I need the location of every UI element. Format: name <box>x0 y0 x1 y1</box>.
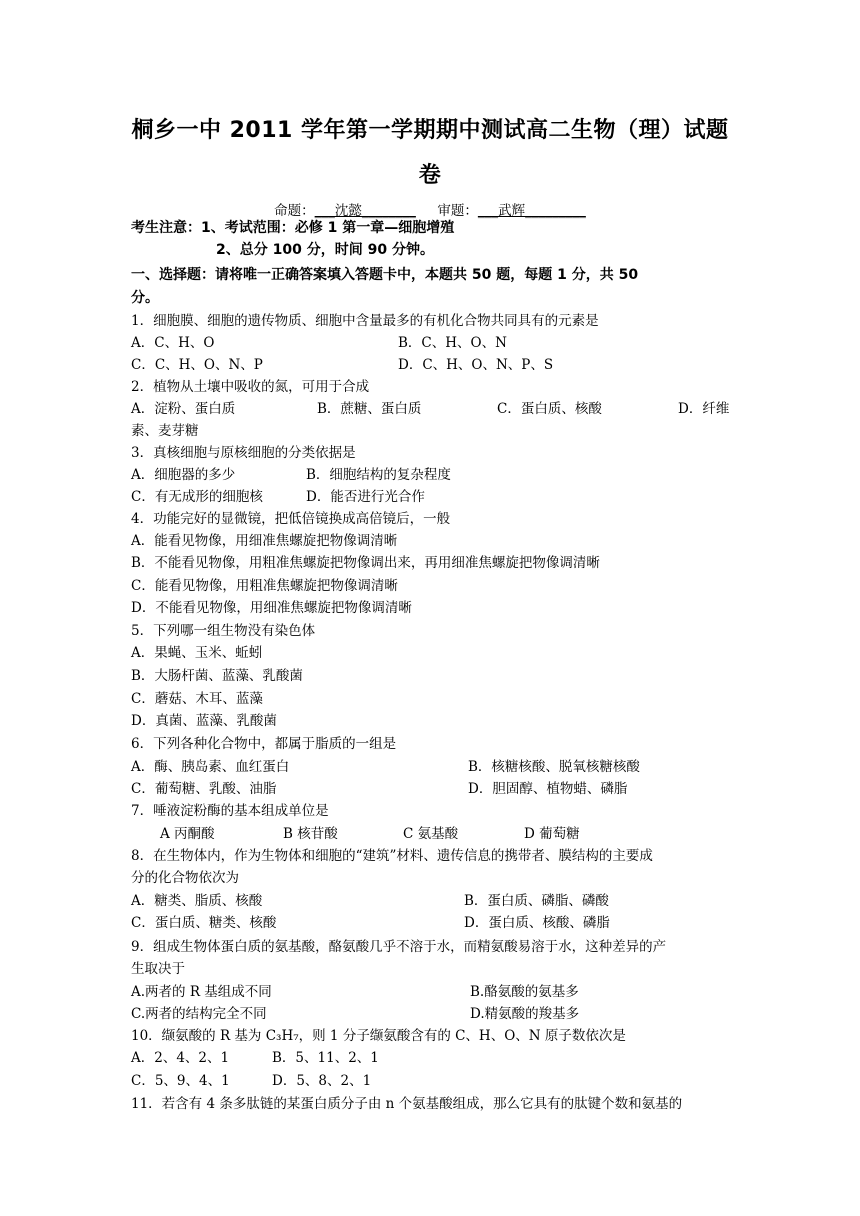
question-2-stem: 2．植物从土壤中吸收的氮，可用于合成 <box>131 379 370 395</box>
q10-option-d: D．5、8、2、1 <box>272 1073 372 1089</box>
q4-option-b: B．不能看见物像，用粗准焦螺旋把物像调出来，再用细准焦螺旋把物像调清晰 <box>131 555 600 571</box>
review-name: ___武辉_________ <box>477 203 586 219</box>
question-9-stem: 9．组成生物体蛋白质的氨基酸，酪氨酸几乎不溶于水，而精氨酸易溶于水，这种差异的产 <box>131 939 667 955</box>
question-8-stem-wrap: 分的化合物依次为 <box>131 870 239 886</box>
section-heading-line2: 分。 <box>131 290 159 306</box>
q6-option-a: A．酶、胰岛素、血红蛋白 <box>131 759 290 775</box>
q3-option-a: A．细胞器的多少 <box>131 467 236 483</box>
q1-option-c: C．C、H、O、N、P <box>131 357 263 373</box>
q5-option-b: B．大肠杆菌、蓝藻、乳酸菌 <box>131 668 303 684</box>
q8-option-a: A．糖类、脂质、核酸 <box>131 893 263 909</box>
q2-option-c: C．蛋白质、核酸 <box>497 401 602 417</box>
q6-option-c: C．葡萄糖、乳酸、油脂 <box>131 781 277 797</box>
q2-option-a: A．淀粉、蛋白质 <box>131 401 236 417</box>
q3-option-b: B．细胞结构的复杂程度 <box>306 467 451 483</box>
q7-option-d: D 葡萄糖 <box>524 826 580 842</box>
q7-option-a: A 丙酮酸 <box>160 826 215 842</box>
notice-line2: 2、总分 100 分，时间 90 分钟。 <box>216 242 434 258</box>
question-8-stem: 8．在生物体内，作为生物体和细胞的“建筑”材料、遗传信息的携带者、膜结构的主要成 <box>131 848 653 864</box>
question-6-stem: 6．下列各种化合物中，都属于脂质的一组是 <box>131 736 397 752</box>
q9-option-c: C.两者的结构完全不同 <box>131 1006 267 1022</box>
q5-option-d: D．真菌、蓝藻、乳酸菌 <box>131 713 277 729</box>
exam-title-line1: 桐乡一中 2011 学年第一学期期中测试高二生物（理）试题 <box>131 118 729 143</box>
q10-option-a: A．2、4、2、1 <box>131 1050 230 1066</box>
question-10-stem: 10．缬氨酸的 R 基为 C₃H₇，则 1 分子缬氨酸含有的 C、H、O、N 原子数依次是 <box>131 1028 626 1044</box>
q6-option-d: D．胆固醇、植物蜡、磷脂 <box>468 781 628 797</box>
q2-option-b: B．蔗糖、蛋白质 <box>317 401 422 417</box>
q10-option-b: B．5、11、2、1 <box>272 1050 379 1066</box>
exam-title-line2: 卷 <box>418 163 442 188</box>
q9-option-b: B.酪氨酸的氨基多 <box>470 984 579 1000</box>
section-heading-line1: 一、选择题：请将唯一正确答案填入答题卡中，本题共 50 题，每题 1 分，共 50 <box>131 267 639 283</box>
question-5-stem: 5．下列哪一组生物没有染色体 <box>131 623 316 639</box>
question-11-stem: 11．若含有 4 条多肽链的某蛋白质分子由 n 个氨基酸组成，那么它具有的肽键个数和氨基的 <box>131 1096 683 1112</box>
compose-name: ___沈懿________ <box>314 203 416 219</box>
q4-option-c: C．能看见物像，用粗准焦螺旋把物像调清晰 <box>131 578 398 594</box>
question-9-stem-wrap: 生取决于 <box>131 961 185 977</box>
q7-option-b: B 核苷酸 <box>283 826 338 842</box>
question-4-stem: 4．功能完好的显微镜，把低倍镜换成高倍镜后，一般 <box>131 511 451 527</box>
q1-option-a: A．C、H、O <box>131 335 215 351</box>
q8-option-d: D．蛋白质、核酸、磷脂 <box>464 915 610 931</box>
review-label: 审题： <box>437 203 478 219</box>
q1-option-b: B．C、H、O、N <box>398 335 507 351</box>
q3-option-c: C．有无成形的细胞核 <box>131 489 263 505</box>
q1-option-d: D．C、H、O、N、P、S <box>398 357 554 373</box>
q5-option-c: C．蘑菇、木耳、蓝藻 <box>131 691 263 707</box>
q10-option-c: C．5、9、4、1 <box>131 1073 230 1089</box>
q7-option-c: C 氨基酸 <box>403 826 459 842</box>
q4-option-a: A．能看见物像，用细准焦螺旋把物像调清晰 <box>131 533 398 549</box>
question-3-stem: 3．真核细胞与原核细胞的分类依据是 <box>131 445 356 461</box>
q2-option-d-wrap: 素、麦芽糖 <box>131 423 199 439</box>
q9-option-d: D.精氨酸的羧基多 <box>470 1006 580 1022</box>
q9-option-a: A.两者的 R 基组成不同 <box>131 984 272 1000</box>
author-line <box>0 199 860 219</box>
q8-option-b: B．蛋白质、磷脂、磷酸 <box>464 893 609 909</box>
q5-option-a: A．果蝇、玉米、蚯蚓 <box>131 645 263 661</box>
q2-option-d: D．纤维 <box>678 401 730 417</box>
q4-option-d: D．不能看见物像，用细准焦螺旋把物像调清晰 <box>131 600 412 616</box>
notice-line1: 考生注意：1、考试范围：必修 1 第一章—细胞增殖 <box>131 220 455 236</box>
question-1-stem: 1．细胞膜、细胞的遗传物质、细胞中含量最多的有机化合物共同具有的元素是 <box>131 313 599 329</box>
q3-option-d: D．能否进行光合作 <box>306 489 425 505</box>
q6-option-b: B．核糖核酸、脱氧核糖核酸 <box>468 759 640 775</box>
compose-label: 命题： <box>274 203 315 219</box>
question-7-stem: 7．唾液淀粉酶的基本组成单位是 <box>131 803 329 819</box>
q8-option-c: C．蛋白质、糖类、核酸 <box>131 915 277 931</box>
